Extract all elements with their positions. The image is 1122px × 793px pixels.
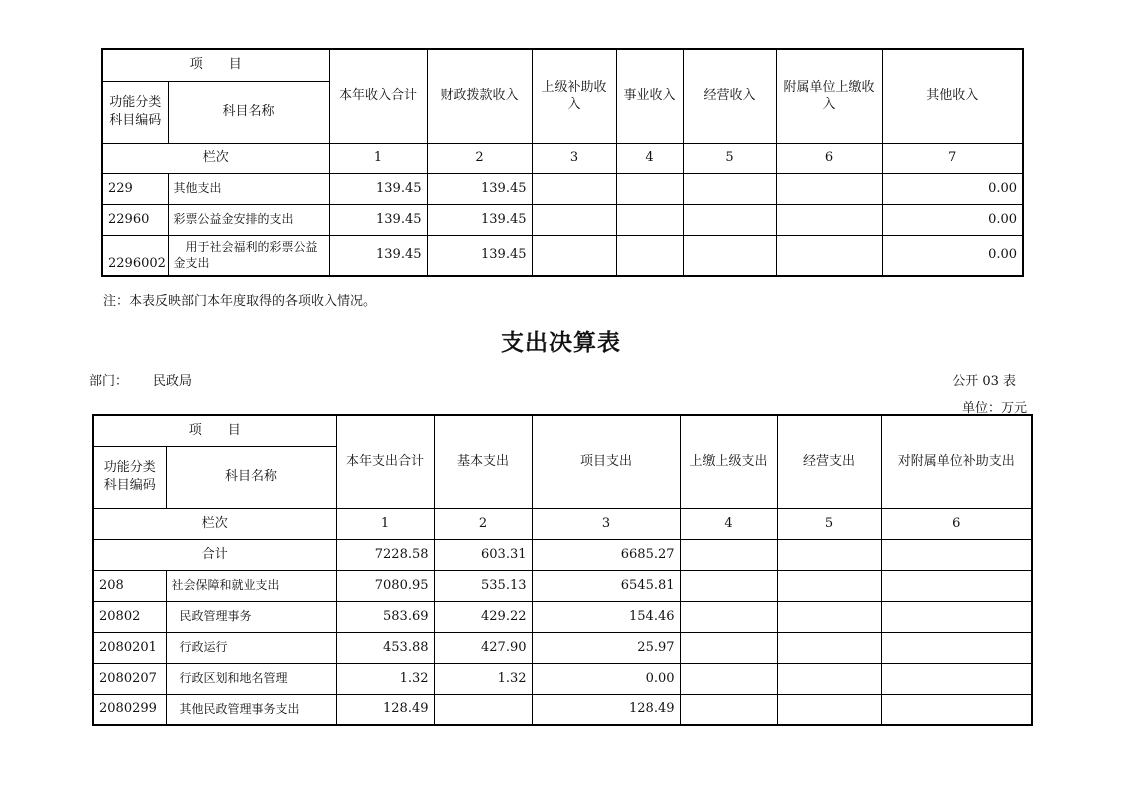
total-label: 合计 (93, 539, 336, 570)
cell-value (532, 235, 616, 276)
cell-value: 139.45 (329, 204, 427, 235)
cell-value (683, 204, 776, 235)
row-code: 22960 (102, 204, 168, 235)
row-code: 208 (93, 570, 166, 601)
cell-value: 603.31 (434, 539, 532, 570)
cell-value: 139.45 (329, 235, 427, 276)
cell-value: 128.49 (532, 694, 680, 725)
header-name: 科目名称 (166, 446, 336, 508)
col-num: 4 (616, 143, 683, 173)
cell-value: 1.32 (336, 663, 434, 694)
cell-value (881, 632, 1032, 663)
header-basic-expense: 基本支出 (434, 415, 532, 508)
cell-value (680, 601, 777, 632)
lanci-label: 栏次 (93, 508, 336, 539)
header-affiliate-income: 附属单位上缴收入 (776, 49, 882, 143)
income-note: 注：本表反映部门本年度取得的各项收入情况。 (103, 294, 377, 309)
cell-value: 0.00 (882, 173, 1023, 204)
cell-value (680, 570, 777, 601)
row-name: 行政运行 (166, 632, 336, 663)
header-project-expense: 项目支出 (532, 415, 680, 508)
cell-value (434, 694, 532, 725)
header-item: 项 目 (93, 415, 336, 446)
row-name: 其他支出 (168, 173, 329, 204)
cell-value (683, 235, 776, 276)
row-name: 用于社会福利的彩票公益金支出 (168, 235, 329, 276)
cell-value (777, 570, 881, 601)
cell-value: 139.45 (427, 235, 532, 276)
page-title: 支出决算表 (501, 330, 621, 356)
cell-value (881, 663, 1032, 694)
header-total-expense: 本年支出合计 (336, 415, 434, 508)
col-num: 1 (336, 508, 434, 539)
header-total-income: 本年收入合计 (329, 49, 427, 143)
col-num: 2 (434, 508, 532, 539)
row-code: 20802 (93, 601, 166, 632)
header-operating-expense: 经营支出 (777, 415, 881, 508)
header-other-income: 其他收入 (882, 49, 1023, 143)
header-superior-subsidy: 上级补助收入 (532, 49, 616, 143)
cell-value: 128.49 (336, 694, 434, 725)
header-remit-superior: 上缴上级支出 (680, 415, 777, 508)
cell-value (777, 663, 881, 694)
cell-value (680, 663, 777, 694)
row-name: 社会保障和就业支出 (166, 570, 336, 601)
col-num: 6 (881, 508, 1032, 539)
lanci-label: 栏次 (102, 143, 329, 173)
cell-value (776, 235, 882, 276)
row-code: 2296002 (102, 235, 168, 276)
col-num: 3 (532, 508, 680, 539)
col-num: 2 (427, 143, 532, 173)
header-fiscal-income: 财政拨款收入 (427, 49, 532, 143)
cell-value (777, 539, 881, 570)
row-code: 2080201 (93, 632, 166, 663)
cell-value (777, 601, 881, 632)
cell-value (881, 694, 1032, 725)
table-row (102, 235, 1023, 276)
cell-value: 0.00 (532, 663, 680, 694)
col-num: 5 (683, 143, 776, 173)
header-item: 项 目 (102, 49, 329, 81)
dept-value: 民政局 (153, 374, 193, 389)
unit-label: 单位：万元 (961, 401, 1027, 416)
cell-value (777, 632, 881, 663)
cell-value (680, 632, 777, 663)
cell-value: 429.22 (434, 601, 532, 632)
row-code: 2080299 (93, 694, 166, 725)
cell-value: 6685.27 (532, 539, 680, 570)
department (89, 370, 192, 389)
cell-value (881, 570, 1032, 601)
row-name: 民政管理事务 (166, 601, 336, 632)
cell-value (616, 235, 683, 276)
cell-value: 427.90 (434, 632, 532, 663)
col-num: 1 (329, 143, 427, 173)
col-num: 7 (882, 143, 1023, 173)
cell-value (776, 204, 882, 235)
cell-value: 1.32 (434, 663, 532, 694)
table-row (93, 601, 1032, 632)
row-code: 2080207 (93, 663, 166, 694)
row-code: 229 (102, 173, 168, 204)
col-num: 4 (680, 508, 777, 539)
header-name: 科目名称 (168, 81, 329, 143)
cell-value: 0.00 (882, 235, 1023, 276)
table-row (93, 570, 1032, 601)
cell-value (881, 539, 1032, 570)
cell-value: 453.88 (336, 632, 434, 663)
table-number: 公开 03 表 (952, 374, 1016, 389)
row-name: 行政区划和地名管理 (166, 663, 336, 694)
col-num: 5 (777, 508, 881, 539)
cell-value: 7228.58 (336, 539, 434, 570)
header-business-income: 事业收入 (616, 49, 683, 143)
cell-value: 139.45 (427, 204, 532, 235)
cell-value: 583.69 (336, 601, 434, 632)
cell-value (776, 173, 882, 204)
cell-value: 154.46 (532, 601, 680, 632)
table-row (93, 694, 1032, 725)
col-num: 6 (776, 143, 882, 173)
dept-label: 部门： (89, 374, 129, 389)
cell-value: 139.45 (427, 173, 532, 204)
cell-value (683, 173, 776, 204)
table-row (102, 173, 1023, 204)
header-operating-income: 经营收入 (683, 49, 776, 143)
cell-value (616, 173, 683, 204)
cell-value: 0.00 (882, 204, 1023, 235)
cell-value: 535.13 (434, 570, 532, 601)
cell-value: 25.97 (532, 632, 680, 663)
income-table (101, 48, 1024, 277)
col-num: 3 (532, 143, 616, 173)
cell-value: 139.45 (329, 173, 427, 204)
table-row (93, 632, 1032, 663)
header-code: 功能分类科目编码 (102, 81, 168, 143)
table-row (93, 663, 1032, 694)
cell-value (532, 173, 616, 204)
cell-value (680, 539, 777, 570)
header-code: 功能分类科目编码 (93, 446, 166, 508)
header-affiliate-subsidy: 对附属单位补助支出 (881, 415, 1032, 508)
cell-value (777, 694, 881, 725)
cell-value: 6545.81 (532, 570, 680, 601)
expense-table (92, 414, 1033, 726)
cell-value: 7080.95 (336, 570, 434, 601)
cell-value (680, 694, 777, 725)
cell-value (616, 204, 683, 235)
cell-value (532, 204, 616, 235)
cell-value (881, 601, 1032, 632)
row-name: 其他民政管理事务支出 (166, 694, 336, 725)
total-row (93, 539, 1032, 570)
row-name: 彩票公益金安排的支出 (168, 204, 329, 235)
table-row (102, 204, 1023, 235)
